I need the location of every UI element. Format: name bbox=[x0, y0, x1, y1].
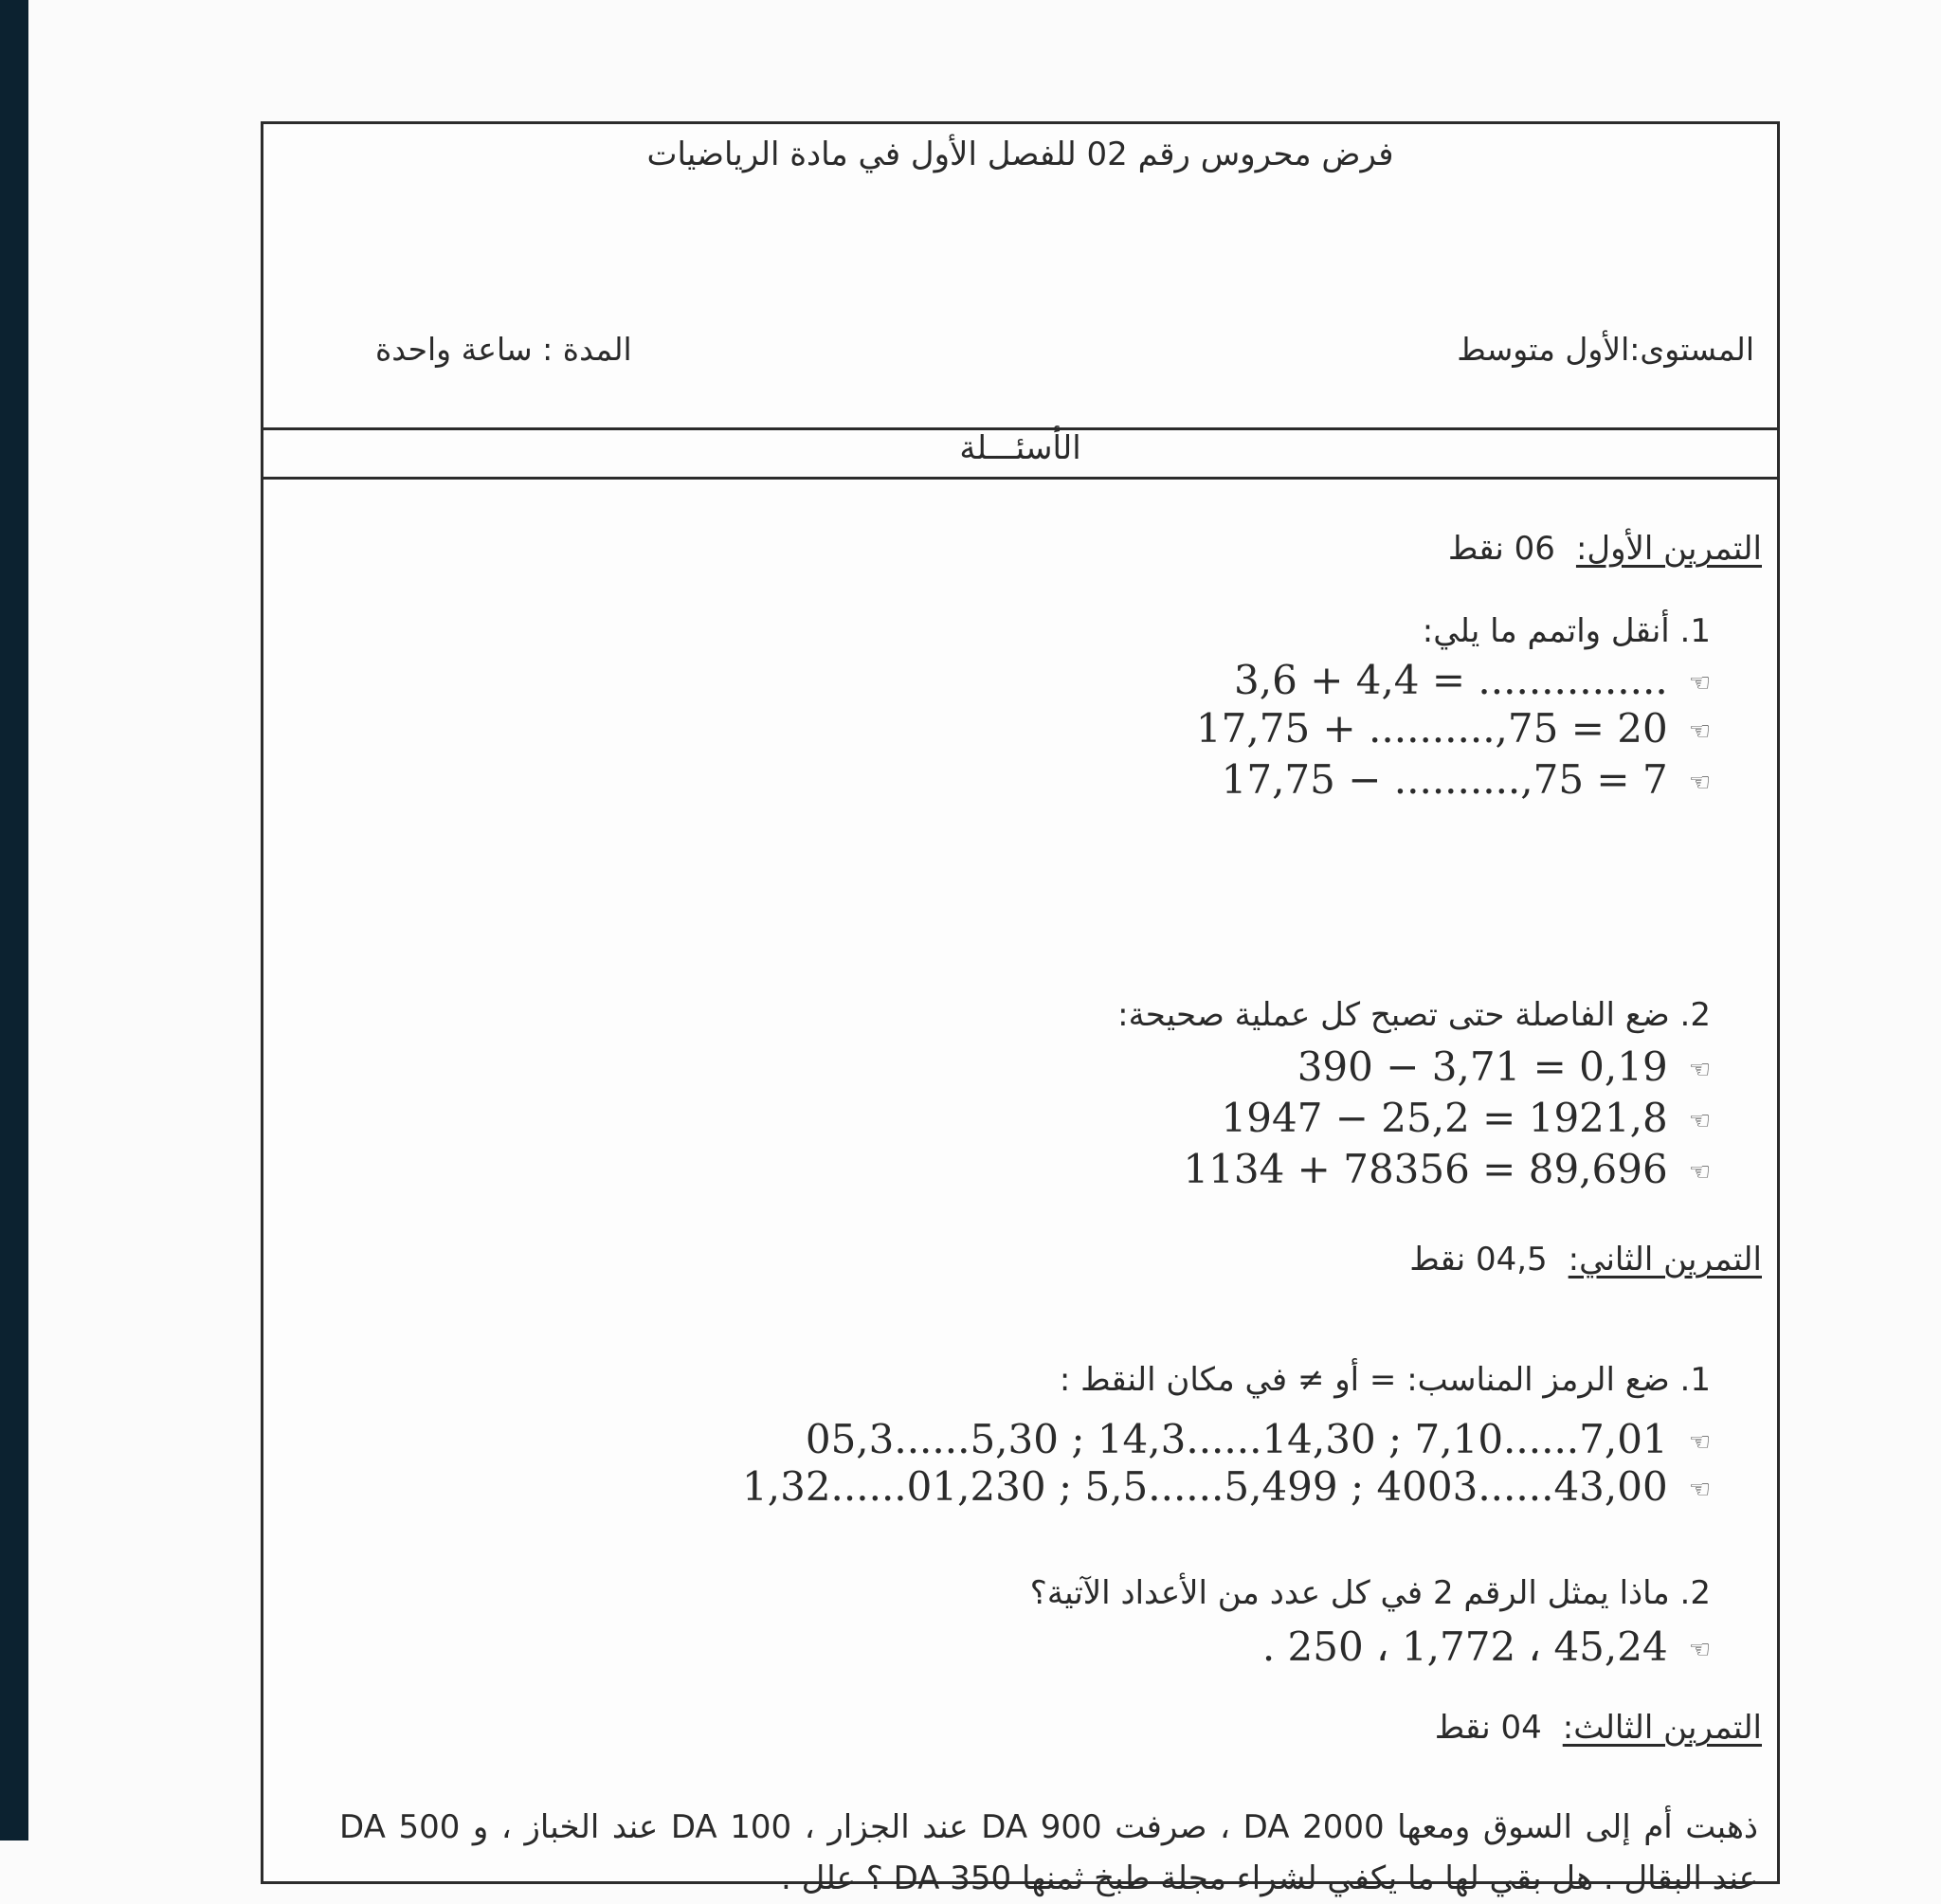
exam-sheet bbox=[261, 121, 1780, 1897]
exam-title: فرض محروس رقم 02 للفصل الأول في مادة الرياضيات bbox=[646, 136, 1394, 173]
exercise1-q1-row-1 bbox=[1234, 657, 1711, 703]
row-text: . 250 ، 1,772 ، 45,24 bbox=[1261, 1623, 1668, 1670]
questions-label: الأسئـــلة bbox=[959, 429, 1081, 467]
pointing-hand-icon: ☜ bbox=[1688, 717, 1711, 746]
row-text: 1134 + 78356 = 89,696 bbox=[1183, 1146, 1668, 1192]
pointing-hand-icon: ☜ bbox=[1688, 1476, 1711, 1504]
exercise3-text: ذهبت أم إلى السوق ومعها 2000 DA ، صرفت 900 DA عند الجزار ، 100 DA عند الخباز ، و 500 DA عند البقال . هل بقي لها ما يكفي لشراء مجلة طبخ ثمنها 350 DA ؟ علل . bbox=[339, 1808, 1759, 1897]
exercise1-q2: 2. ضع الفاصلة حتى تصبح كل عملية صحيحة: bbox=[1117, 996, 1711, 1034]
pointing-hand-icon: ☜ bbox=[1688, 1158, 1711, 1187]
exercise3-title: التمرين الثالث: bbox=[1562, 1709, 1762, 1747]
exam-level: المستوى:الأول متوسط bbox=[1457, 331, 1754, 368]
exercise1-q1-row-2 bbox=[1196, 705, 1711, 752]
row-text: 1947 − 25,2 = 1921,8 bbox=[1221, 1095, 1668, 1141]
pointing-hand-icon: ☜ bbox=[1688, 769, 1711, 797]
pointing-hand-icon: ☜ bbox=[1688, 1428, 1711, 1457]
exercise3-points: 04 نقط bbox=[1434, 1709, 1542, 1747]
pointing-hand-icon: ☜ bbox=[1688, 1636, 1711, 1664]
pointing-hand-icon: ☜ bbox=[1688, 1107, 1711, 1135]
left-edge-bar bbox=[0, 0, 28, 1841]
exercise2-q1-row-1 bbox=[806, 1416, 1711, 1462]
exercise3-heading bbox=[1435, 1709, 1762, 1747]
pointing-hand-icon: ☜ bbox=[1688, 669, 1711, 698]
exam-header bbox=[263, 124, 1777, 430]
exercise1-heading bbox=[1448, 530, 1762, 568]
exercise1-q1: 1. أنقل واتمم ما يلي: bbox=[1422, 612, 1711, 650]
pointing-hand-icon: ☜ bbox=[1688, 1056, 1711, 1084]
exam-duration: المدة : ساعة واحدة bbox=[375, 331, 632, 368]
row-text: 05,3......5,30 ; 14,3......14,30 ; 7,10......7,01 bbox=[805, 1416, 1668, 1462]
exercise1-q1-row-3 bbox=[1222, 756, 1711, 803]
exercise2-heading bbox=[1409, 1241, 1762, 1278]
row-text: 3,6 + 4,4 = ............... bbox=[1234, 657, 1668, 703]
exercise2-q2: 2. ماذا يمثل الرقم 2 في كل عدد من الأعداد الآتية؟ bbox=[1029, 1574, 1711, 1612]
row-text: 1,32......01,230 ; 5,5......5,499 ; 4003......43,00 bbox=[742, 1463, 1668, 1510]
exercise1-q2-row-2 bbox=[1222, 1095, 1711, 1141]
exercise1-points: 06 نقط bbox=[1447, 530, 1555, 568]
exercise1-title: التمرين الأول: bbox=[1575, 530, 1762, 568]
exercise2-q1-row-2 bbox=[742, 1463, 1711, 1510]
exercise2-points: 04,5 نقط bbox=[1409, 1241, 1548, 1278]
row-text: 390 − 3,71 = 0,19 bbox=[1297, 1043, 1668, 1090]
row-text: 17,75 + ..........,75 = 20 bbox=[1195, 705, 1668, 752]
exercise1-q2-row-1 bbox=[1297, 1043, 1711, 1090]
exercise1-q2-row-3 bbox=[1183, 1146, 1711, 1192]
exercise2-title: التمرين الثاني: bbox=[1568, 1241, 1762, 1278]
exercise2-q2-row bbox=[1262, 1623, 1711, 1670]
exercise2-q1: 1. ضع الرمز المناسب: = أو ≠ في مكان النقط : bbox=[1059, 1361, 1711, 1399]
questions-bar bbox=[263, 427, 1777, 480]
row-text: 17,75 − ..........,75 = 7 bbox=[1221, 756, 1668, 803]
